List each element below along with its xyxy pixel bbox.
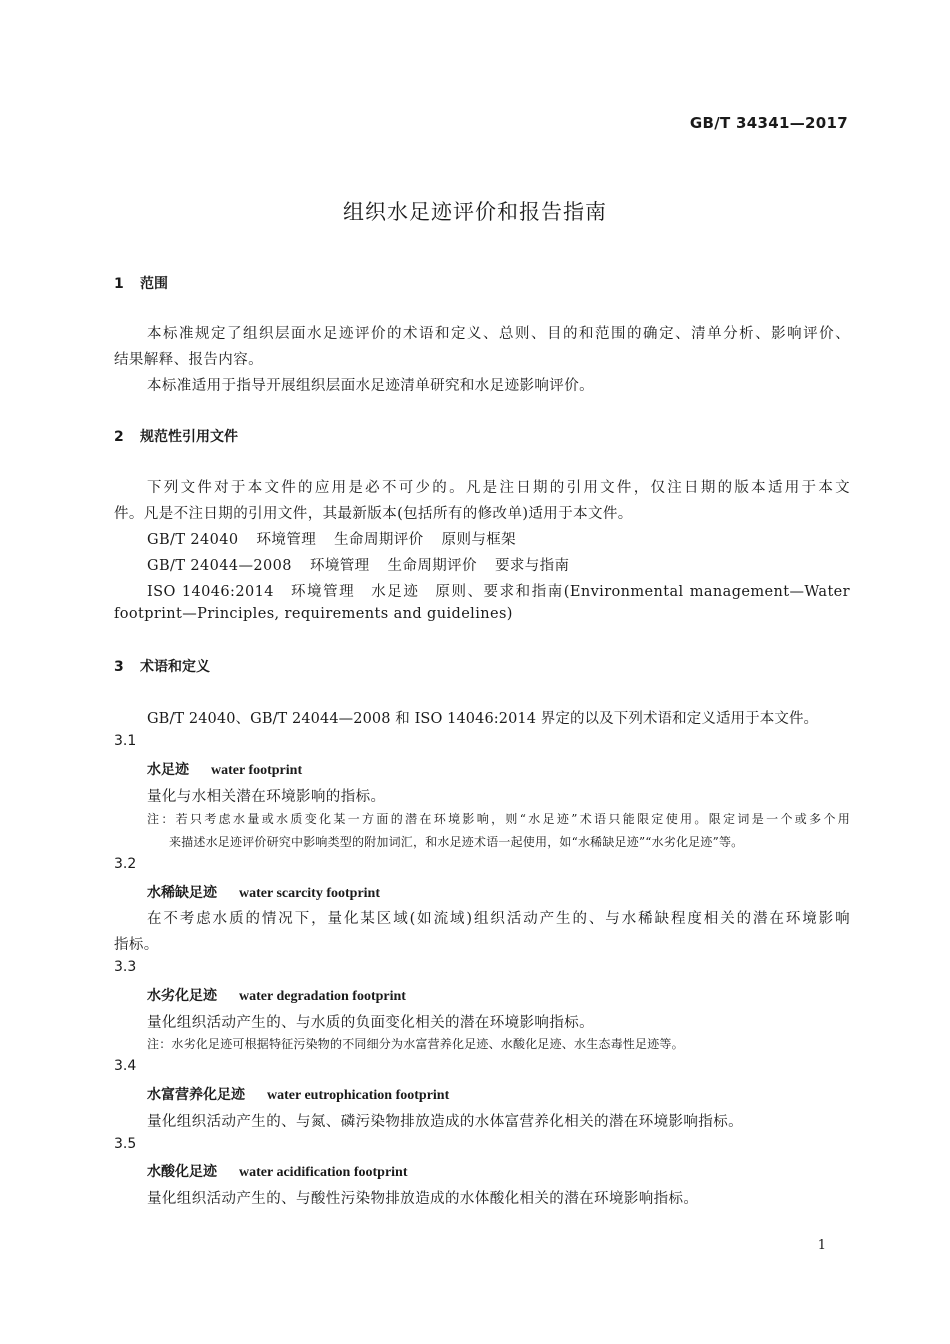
paragraph-line: 结果解释、报告内容。 — [114, 352, 263, 368]
term-number: 3.2 — [114, 856, 137, 872]
section-1-heading — [114, 273, 168, 293]
reference-title-part: 原则与框架 — [441, 532, 517, 548]
section-title: 术语和定义 — [140, 659, 210, 675]
term-heading — [147, 985, 406, 1005]
term-number: 3.4 — [114, 1058, 137, 1074]
section-number: 3 — [114, 659, 124, 675]
term-heading — [147, 1161, 408, 1181]
term-definition-line: 指标。 — [114, 937, 159, 953]
term-chinese: 水富营养化足迹 — [147, 1087, 245, 1103]
reference-code: GB/T 24040 — [147, 532, 239, 548]
term-definition: 量化组织活动产生的、与氮、磷污染物排放造成的水体富营养化相关的潜在环境影响指标。 — [147, 1114, 743, 1130]
term-definition: 量化与水相关潜在环境影响的指标。 — [147, 789, 386, 805]
term-chinese: 水足迹 — [147, 762, 189, 778]
term-english: water scarcity footprint — [239, 886, 380, 901]
paragraph: GB/T 24040、GB/T 24044—2008 和 ISO 14046:2014 界定的以及下列术语和定义适用于本文件。 — [147, 711, 819, 727]
reference-title-part: 要求与指南 — [494, 558, 570, 574]
section-number: 1 — [114, 276, 124, 292]
term-english: water footprint — [211, 763, 303, 778]
section-2-heading — [114, 426, 238, 446]
reference-title-part: 生命周期评价 — [387, 558, 477, 574]
paragraph-line: 本标准规定了组织层面水足迹评价的术语和定义、总则、目的和范围的确定、清单分析、影响评价、 — [147, 326, 850, 342]
section-title: 规范性引用文件 — [140, 429, 238, 445]
section-title: 范围 — [140, 276, 168, 292]
term-chinese: 水酸化足迹 — [147, 1164, 217, 1180]
term-heading — [147, 882, 380, 902]
reference-item — [147, 528, 516, 549]
note: 注：水劣化足迹可根据特征污染物的不同细分为水富营养化足迹、水酸化足迹、水生态毒性足迹等。 — [147, 1037, 684, 1051]
reference-code: GB/T 24044—2008 — [147, 558, 292, 574]
note-line: 注：若只考虑水量或水质变化某一方面的潜在环境影响，则“水足迹”术语只能限定使用。限定词是一个或多个用 — [147, 812, 850, 826]
term-number: 3.5 — [114, 1136, 137, 1152]
term-heading — [147, 1084, 449, 1104]
term-definition-line: 在不考虑水质的情况下，量化某区域(如流域)组织活动产生的、与水稀缺程度相关的潜在环境影响 — [147, 911, 850, 927]
section-3-heading — [114, 656, 210, 676]
term-definition: 量化组织活动产生的、与水质的负面变化相关的潜在环境影响指标。 — [147, 1015, 594, 1031]
term-number: 3.1 — [114, 733, 137, 749]
paragraph-line: 下列文件对于本文件的应用是必不可少的。凡是注日期的引用文件，仅注日期的版本适用于本文 — [147, 480, 850, 496]
section-number: 2 — [114, 429, 124, 445]
term-chinese: 水劣化足迹 — [147, 988, 217, 1004]
standard-number: GB/T 34341—2017 — [689, 114, 848, 132]
reference-item-continued: footprint—Principles, requirements and guidelines) — [114, 606, 513, 622]
reference-item: ISO 14046:2014 环境管理 水足迹 原则、要求和指南(Environmental management—Water — [147, 584, 850, 600]
paragraph-line: 件。凡是不注日期的引用文件，其最新版本(包括所有的修改单)适用于本文件。 — [114, 506, 633, 522]
term-heading — [147, 759, 302, 779]
reference-title-part: 环境管理 — [256, 532, 317, 548]
term-english: water degradation footprint — [239, 989, 406, 1004]
reference-title-part: 环境管理 — [309, 558, 370, 574]
paragraph: 本标准适用于指导开展组织层面水足迹清单研究和水足迹影响评价。 — [147, 378, 594, 394]
term-english: water acidification footprint — [239, 1165, 408, 1180]
term-chinese: 水稀缺足迹 — [147, 885, 217, 901]
note-line: 来描述水足迹评价研究中影响类型的附加词汇，和水足迹术语一起使用，如“水稀缺足迹”“水劣化足迹”等。 — [169, 835, 744, 849]
term-definition: 量化组织活动产生的、与酸性污染物排放造成的水体酸化相关的潜在环境影响指标。 — [147, 1191, 699, 1207]
page-title: 组织水足迹评价和报告指南 — [343, 200, 607, 224]
term-english: water eutrophication footprint — [267, 1088, 450, 1103]
reference-item — [147, 554, 569, 575]
reference-title-part: 生命周期评价 — [334, 532, 424, 548]
page-number: 1 — [817, 1238, 826, 1253]
term-number: 3.3 — [114, 959, 137, 975]
